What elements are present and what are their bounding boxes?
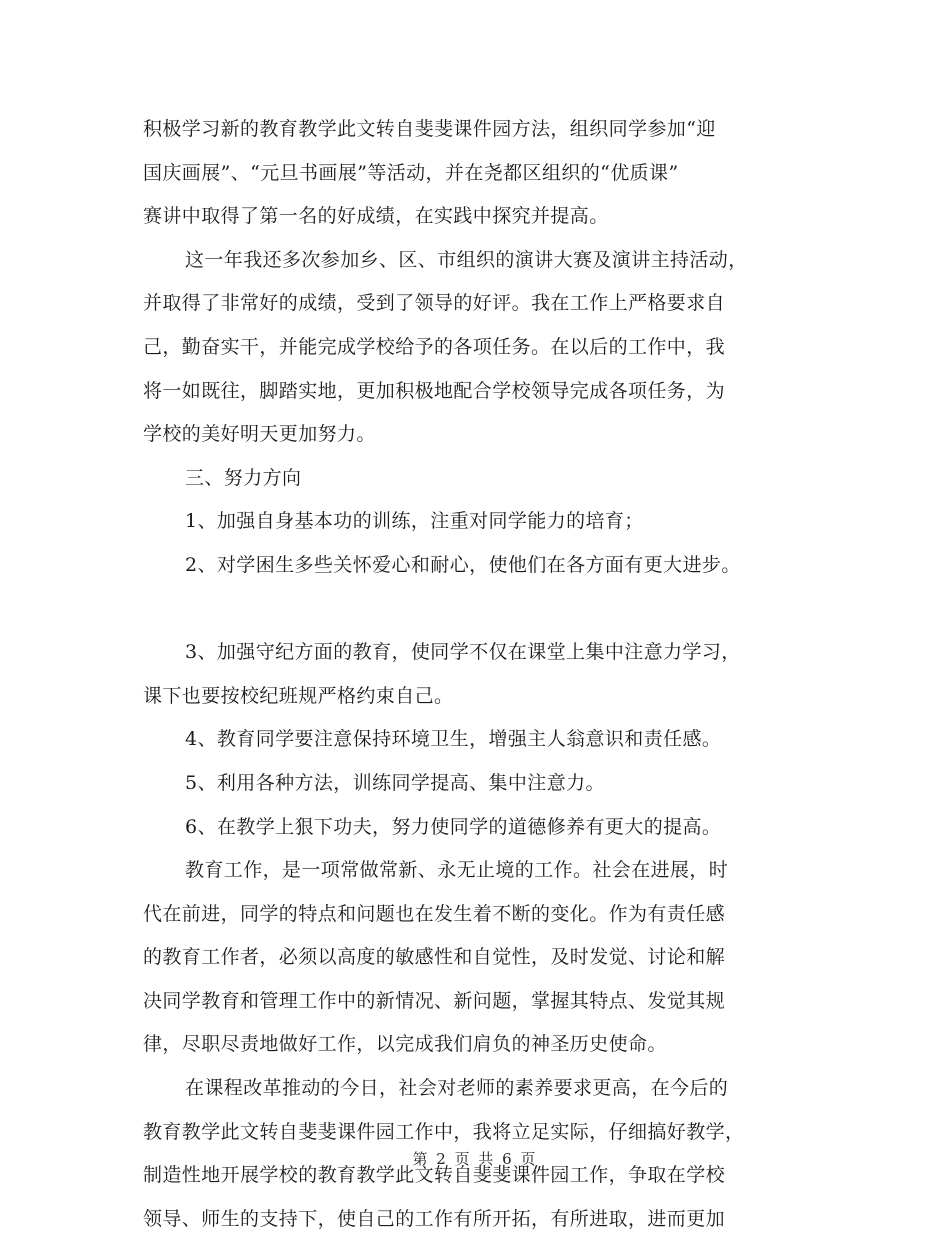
- text-line: 己，勤奋实干，并能完成学校给予的各项任务。在以后的工作中，我: [143, 335, 726, 358]
- text-line: 学校的美好明天更加努力。: [143, 423, 376, 446]
- text-line: 课下也要按校纪班规严格约束自己。: [143, 684, 454, 707]
- text-line: 律，尽职尽责地做好工作，以完成我们肩负的神圣历史使命。: [143, 1033, 667, 1056]
- blank-line: [143, 588, 815, 632]
- paragraph-start-line: 教育工作，是一项常做常新、永无止境的工作。社会在进展，时: [185, 859, 729, 882]
- text-line: 积极学习新的教育教学此文转自斐斐课件园方法，组织同学参加“迎: [143, 118, 716, 140]
- text-line: 制造性地开展学校的教育教学此文转自斐斐课件园工作，争取在学校: [143, 1164, 726, 1187]
- text-line: 领导、师生的支持下，使自己的工作有所开拓，有所进取，进而更加: [143, 1207, 726, 1230]
- text-line: 的教育工作者，必须以高度的敏感性和自觉性，及时发觉、讨论和解: [143, 946, 726, 969]
- list-item: 5、利用各种方法，训练同学提高、集中注意力。: [185, 771, 605, 794]
- document-body: [143, 108, 815, 1241]
- page-number-footer: 第 2 页 共 6 页: [412, 1150, 538, 1168]
- text-line: 将一如既往，脚踏实地，更加积极地配合学校领导完成各项任务，为: [143, 379, 726, 402]
- list-item: 2、对学困生多些关怀爱心和耐心，使他们在各方面有更大进步。: [185, 553, 741, 576]
- text-line: 并取得了非常好的成绩，受到了领导的好评。我在工作上严格要求自: [143, 292, 726, 315]
- text-line: 国庆画展”、“元旦书画展”等活动，并在尧都区组织的“优质课”: [143, 161, 679, 184]
- paragraph-start-line: 这一年我还多次参加乡、区、市组织的演讲大赛及演讲主持活动，: [185, 248, 748, 271]
- paragraph-start-line: 在课程改革推动的今日，社会对老师的素养要求更高，在今后的: [185, 1077, 729, 1100]
- text-line: 赛讲中取得了第一名的好成绩，在实践中探究并提高。: [143, 205, 609, 228]
- text-line: 决同学教育和管理工作中的新情况、新问题，掌握其特点、发觉其规: [143, 989, 726, 1012]
- list-item: 1、加强自身基本功的训练，注重对同学能力的培育；: [185, 510, 644, 533]
- text-line: 教育教学此文转自斐斐课件园工作中，我将立足实际，仔细搞好教学，: [143, 1120, 745, 1143]
- list-item: 4、教育同学要注意保持环境卫生，增强主人翁意识和责任感。: [185, 728, 722, 751]
- text-line: 代在前进，同学的特点和问题也在发生着不断的变化。作为有责任感: [143, 902, 726, 925]
- list-item: 3、加强守纪方面的教育，使同学不仅在课堂上集中注意力学习，: [185, 641, 741, 664]
- list-item: 6、在教学上狠下功夫，努力使同学的道德修养有更大的提高。: [185, 815, 722, 838]
- section-heading: 三、努力方向: [185, 466, 302, 489]
